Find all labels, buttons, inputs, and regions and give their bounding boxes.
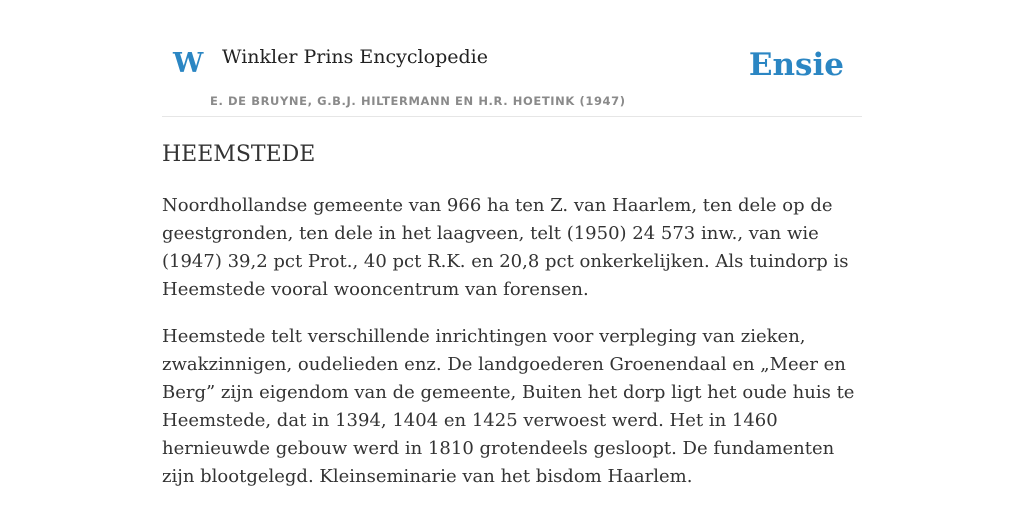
entry-content	[162, 140, 862, 491]
entry-paragraph: Noordhollandse gemeente van 966 ha ten Z. van Haarlem, ten dele op de geestgronden, ten dele in het laagveen, telt (1950) 24 573 inw., van wie (1947) 39,2 pct Prot., 40 pct R.K. en 20,8 pct onkerkelijken. Als tuindorp is Heemstede vooral wooncentrum van forensen.	[162, 195, 849, 300]
book-header	[162, 0, 862, 117]
entry-title: HEEMSTEDE	[162, 142, 316, 167]
book-logo-icon[interactable]: W	[173, 48, 204, 79]
book-title-link[interactable]: Winkler Prins Encyclopedie	[222, 46, 488, 68]
entry-paragraph: Heemstede telt verschillende inrichtingen voor verpleging van zieken, zwakzinnigen, oudelieden enz. De landgoederen Groenendaal en „Meer en Berg” zijn eigendom van de gemeente, Buiten het dorp ligt het oude huis te Heemstede, dat in 1394, 1404 en 1425 verwoest werd. Het in 1460 hernieuwde gebouw werd in 1810 grotendeels gesloopt. De fundamenten zijn blootgelegd. Kleinseminarie van het bisdom Haarlem.	[162, 326, 855, 487]
book-authors: E. DE BRUYNE, G.B.J. HILTERMANN EN H.R. HOETINK (1947)	[210, 94, 626, 108]
ensie-logo-link[interactable]: Ensie	[748, 47, 844, 83]
